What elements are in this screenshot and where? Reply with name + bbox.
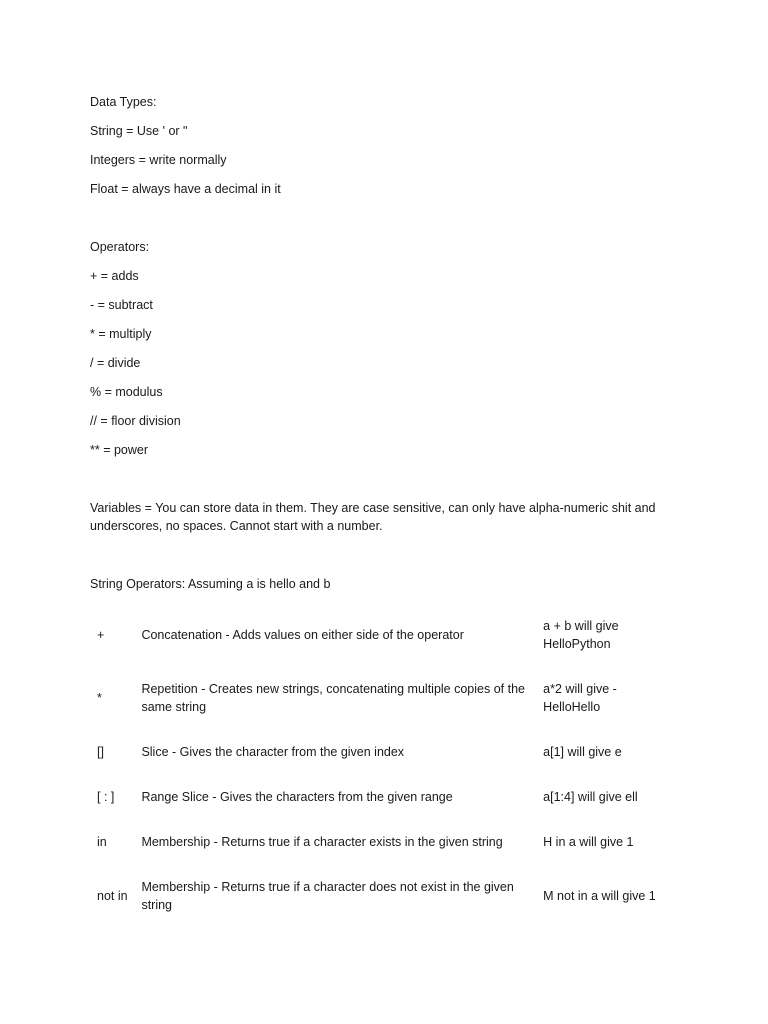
operators-heading: Operators: (90, 240, 150, 254)
blank-line (90, 546, 680, 575)
blank-line (90, 470, 680, 499)
operator-cell: not in (97, 888, 128, 903)
operator-power: ** = power (90, 443, 149, 457)
operator-multiply: * = multiply (90, 327, 152, 341)
operator-cell: + (97, 628, 105, 642)
data-type-float: Float = always have a decimal in it (90, 182, 281, 196)
blank-line (90, 209, 680, 238)
table-row (90, 604, 670, 666)
example-cell: a*2 will give -HelloHello (543, 681, 617, 714)
data-type-string: String = Use ' or " (90, 124, 188, 138)
description-cell: Range Slice - Gives the characters from the given range (141, 789, 453, 804)
description-cell: Membership - Returns true if a character exists in the given string (141, 834, 503, 849)
variables-paragraph: Variables = You can store data in them. They are case sensitive, can only have alpha-numeric shit and underscores, no spaces. Cannot start with a number. (90, 501, 659, 533)
example-cell: M not in a will give 1 (543, 888, 656, 903)
example-cell: a + b will give HelloPython (543, 619, 619, 651)
table-row (90, 729, 670, 774)
string-operators-table (90, 604, 670, 927)
example-cell: a[1] will give e (543, 744, 622, 759)
example-cell: a[1:4] will give ell (543, 789, 638, 804)
document-body (90, 93, 680, 927)
description-cell: Repetition - Creates new strings, concatenating multiple copies of the same string (141, 681, 525, 714)
table-row (90, 864, 670, 927)
operator-cell: in (97, 834, 107, 849)
data-type-integers: Integers = write normally (90, 153, 227, 167)
operator-subtract: - = subtract (90, 298, 153, 312)
string-operators-heading: String Operators: Assuming a is hello and b (90, 577, 331, 591)
description-cell: Concatenation - Adds values on either side of the operator (141, 628, 464, 642)
operator-floor-division: // = floor division (90, 414, 181, 428)
operator-cell: [ : ] (97, 789, 115, 804)
description-cell: Membership - Returns true if a character does not exist in the given string (141, 879, 514, 912)
data-types-heading: Data Types: (90, 95, 157, 109)
example-cell: H in a will give 1 (543, 834, 634, 849)
table-row (90, 774, 670, 819)
operator-cell: * (97, 690, 102, 705)
operator-divide: / = divide (90, 356, 141, 370)
description-cell: Slice - Gives the character from the given index (141, 744, 405, 759)
operator-cell: [] (97, 744, 104, 759)
operator-add: + = adds (90, 269, 139, 283)
table-row (90, 666, 670, 729)
table-row (90, 819, 670, 864)
operator-modulus: % = modulus (90, 385, 163, 399)
